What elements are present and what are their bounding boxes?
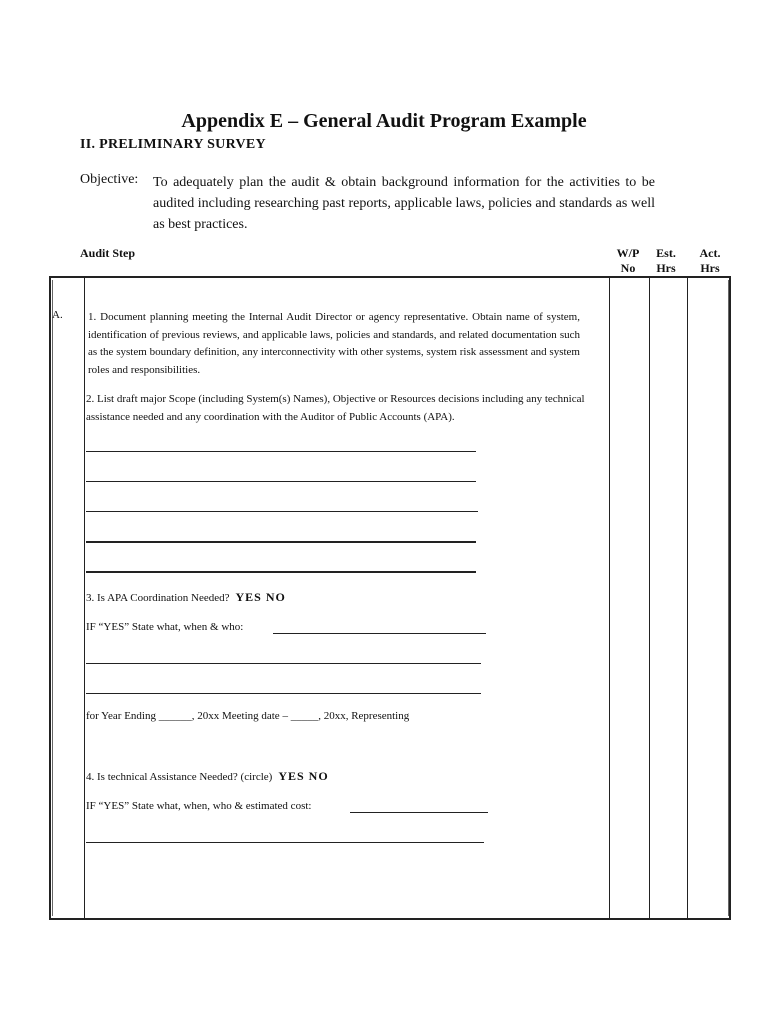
- blank-line[interactable]: [86, 451, 476, 452]
- year-ending-line: for Year Ending ______, 20xx Meeting date – _____, 20xx, Representing: [86, 710, 410, 722]
- audit-step-1: 1. Document planning meeting the Internal Audit Director or agency representative. Obtain name of system, identification of previous reviews, and applicable laws, policies and standards, and related documentation such as the system boundary definition, any interconnectivity with other systems, system risk assessment and system roles and responsibilities.: [88, 311, 580, 376]
- blank-line[interactable]: [86, 571, 476, 573]
- header-wp-no: W/P No: [616, 246, 640, 275]
- tech-if-yes-label: IF “YES” State what, when, who & estimated cost:: [86, 800, 312, 812]
- tech-yes-no[interactable]: YES NO: [278, 769, 329, 783]
- tech-assist-question: 4. Is technical Assistance Needed? (circle): [86, 771, 273, 783]
- blank-line[interactable]: [86, 693, 481, 694]
- table-inner-border-right: [728, 280, 729, 916]
- table-divider-est: [649, 278, 650, 918]
- blank-line[interactable]: [273, 633, 486, 634]
- objective-label: Objective:: [80, 172, 139, 187]
- blank-line[interactable]: [86, 842, 484, 843]
- header-audit-step: Audit Step: [80, 246, 136, 260]
- blank-line[interactable]: [86, 663, 481, 664]
- audit-step-4: [86, 769, 329, 784]
- apa-yes-no[interactable]: YES NO: [235, 590, 286, 604]
- header-act-hrs: Act. Hrs: [699, 246, 721, 275]
- blank-line[interactable]: [86, 481, 476, 482]
- table-divider-act: [687, 278, 688, 918]
- blank-line[interactable]: [86, 511, 478, 512]
- apa-question: 3. Is APA Coordination Needed?: [86, 592, 230, 604]
- header-est-hrs: Est. Hrs: [656, 246, 676, 275]
- audit-step-3: [86, 590, 286, 605]
- apa-if-yes-label: IF “YES” State what, when & who:: [86, 621, 244, 633]
- audit-step-2: 2. List draft major Scope (including System(s) Names), Objective or Resources decisions including any technical assistance needed and any coordination with the Auditor of Public Accounts (APA).: [86, 393, 585, 423]
- blank-line[interactable]: [350, 812, 488, 813]
- table-divider-wp: [609, 278, 610, 918]
- blank-line[interactable]: [86, 541, 476, 543]
- objective-text: To adequately plan the audit & obtain background information for the activities to be audited including researching past reports, applicable laws, policies and standards as well as best practices.: [153, 175, 655, 232]
- table-divider-label: [84, 278, 85, 918]
- row-label: A.: [52, 309, 63, 321]
- table-inner-border-left: [52, 280, 53, 916]
- page-title: Appendix E – General Audit Program Example: [181, 110, 587, 132]
- section-heading: II. PRELIMINARY SURVEY: [80, 137, 266, 152]
